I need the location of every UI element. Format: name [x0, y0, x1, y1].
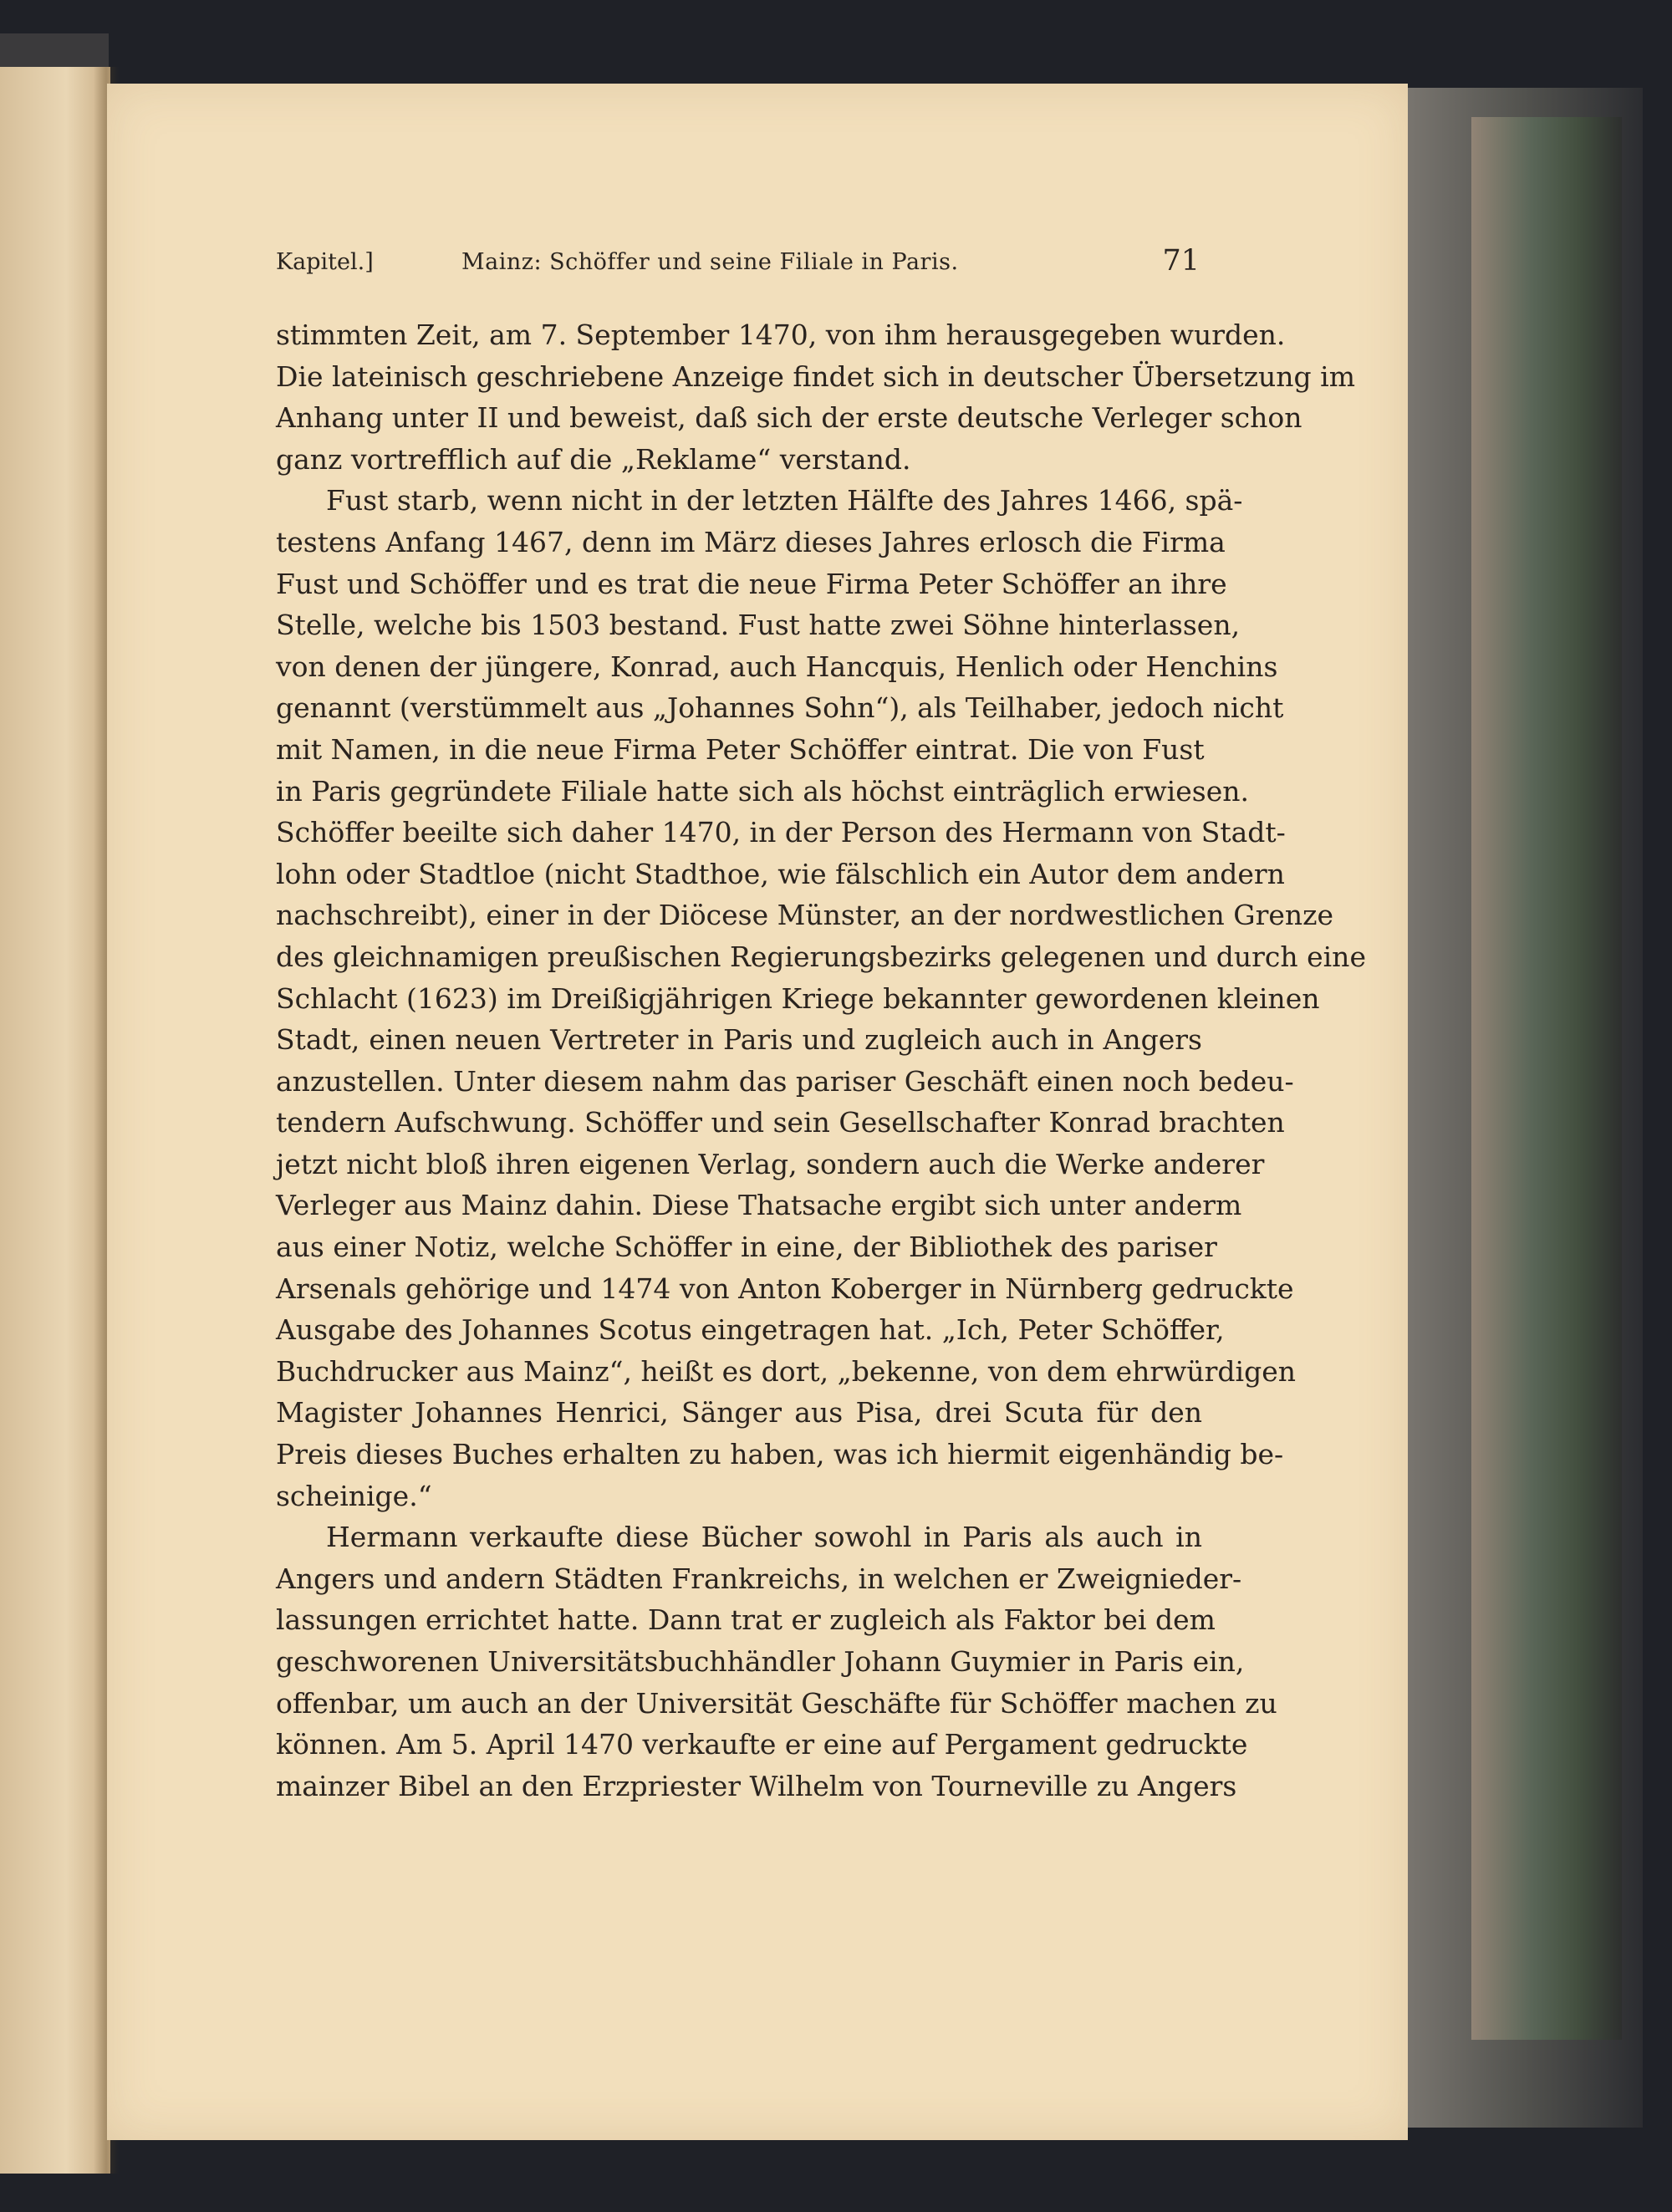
text-line: Schlacht (1623) im Dreißigjährigen Kriege bekannter gewordenen kleinen — [276, 981, 1320, 1015]
text-line: Hermann verkaufte diese Bücher sowohl in Paris als auch in — [326, 1521, 1202, 1554]
text-line: Arsenals gehörige und 1474 von Anton Koberger in Nürnberg gedruckte — [276, 1272, 1294, 1305]
text-line: mainzer Bibel an den Erzpriester Wilhelm von Tourneville zu Angers — [276, 1769, 1237, 1802]
running-title: Mainz: Schöffer und seine Filiale in Paris. — [461, 249, 959, 275]
text-line: Die lateinisch geschriebene Anzeige findet sich in deutscher Übersetzung im — [276, 359, 1356, 393]
text-line: können. Am 5. April 1470 verkaufte er eine auf Pergament gedruckte — [276, 1728, 1248, 1761]
chapter-label: Kapitel.] — [276, 249, 374, 275]
text-line: Ausgabe des Johannes Scotus eingetragen hat. „Ich, Peter Schöffer, — [276, 1313, 1225, 1347]
text-line: lassungen errichtet hatte. Dann trat er zugleich als Faktor bei dem — [276, 1603, 1216, 1637]
text-line: Angers und andern Städten Frankreichs, in welchen er Zweignieder- — [276, 1562, 1242, 1595]
text-line: Fust und Schöffer und es trat die neue Firma Peter Schöffer an ihre — [276, 567, 1227, 600]
text-line: Verleger aus Mainz dahin. Diese Thatsache ergibt sich unter anderm — [276, 1189, 1242, 1222]
text-line: Buchdrucker aus Mainz“, heißt es dort, „bekenne, von dem ehrwürdigen — [276, 1354, 1297, 1388]
text-line: des gleichnamigen preußischen Regierungsbezirks gelegenen und durch eine — [276, 940, 1366, 973]
text-line: Preis dieses Buches erhalten zu haben, was ich hiermit eigenhändig be- — [276, 1438, 1284, 1471]
text-line: anzustellen. Unter diesem nahm das pariser Geschäft einen noch bedeu- — [276, 1064, 1294, 1098]
text-line: jetzt nicht bloß ihren eigenen Verlag, sondern auch die Werke anderer — [276, 1147, 1265, 1180]
page-number: 71 — [1162, 244, 1200, 278]
text-line: offenbar, um auch an der Universität Geschäfte für Schöffer machen zu — [276, 1686, 1277, 1720]
running-header — [276, 244, 1200, 281]
text-line: Magister Johannes Henrici, Sänger aus Pisa, drei Scuta für den — [276, 1396, 1202, 1430]
text-line: lohn oder Stadtloe (nicht Stadthoe, wie fälschlich ein Autor dem andern — [276, 857, 1285, 890]
text-line: Stelle, welche bis 1503 bestand. Fust hatte zwei Söhne hinterlassen, — [276, 609, 1241, 642]
text-line: Schöffer beeilte sich daher 1470, in der Person des Hermann von Stadt- — [276, 816, 1286, 849]
text-line: Anhang unter II und beweist, daß sich der erste deutsche Verleger schon — [276, 401, 1302, 435]
text-line: mit Namen, in die neue Firma Peter Schöffer eintrat. Die von Fust — [276, 732, 1205, 766]
text-line: scheinige.“ — [276, 1479, 432, 1512]
text-line: nachschreibt), einer in der Diöcese Münster, an der nordwestlichen Grenze — [276, 899, 1334, 932]
text-line: Fust starb, wenn nicht in der letzten Hälfte des Jahres 1466, spä- — [326, 484, 1243, 517]
text-line: Stadt, einen neuen Vertreter in Paris und zugleich auch in Angers — [276, 1023, 1202, 1057]
text-line: von denen der jüngere, Konrad, auch Hancquis, Henlich oder Henchins — [276, 650, 1278, 683]
text-line: genannt (verstümmelt aus „Johannes Sohn“), als Teilhaber, jedoch nicht — [276, 691, 1284, 725]
text-line: in Paris gegründete Filiale hatte sich als höchst einträglich erwiesen. — [276, 774, 1249, 808]
text-line: testens Anfang 1467, denn im März dieses Jahres erlosch die Firma — [276, 525, 1226, 558]
text-line: stimmten Zeit, am 7. September 1470, von ihm herausgegeben wurden. — [276, 319, 1286, 351]
text-line: tendern Aufschwung. Schöffer und sein Gesellschafter Konrad brachten — [276, 1106, 1285, 1139]
book-page-edges — [1471, 117, 1622, 2040]
text-line: geschworenen Universitätsbuchhändler Johann Guymier in Paris ein, — [276, 1645, 1245, 1678]
text-line: aus einer Notiz, welche Schöffer in eine, der Bibliothek des pariser — [276, 1231, 1217, 1264]
body-text — [276, 314, 1366, 1807]
text-line: ganz vortrefflich auf die „Reklame“ verstand. — [276, 442, 911, 476]
